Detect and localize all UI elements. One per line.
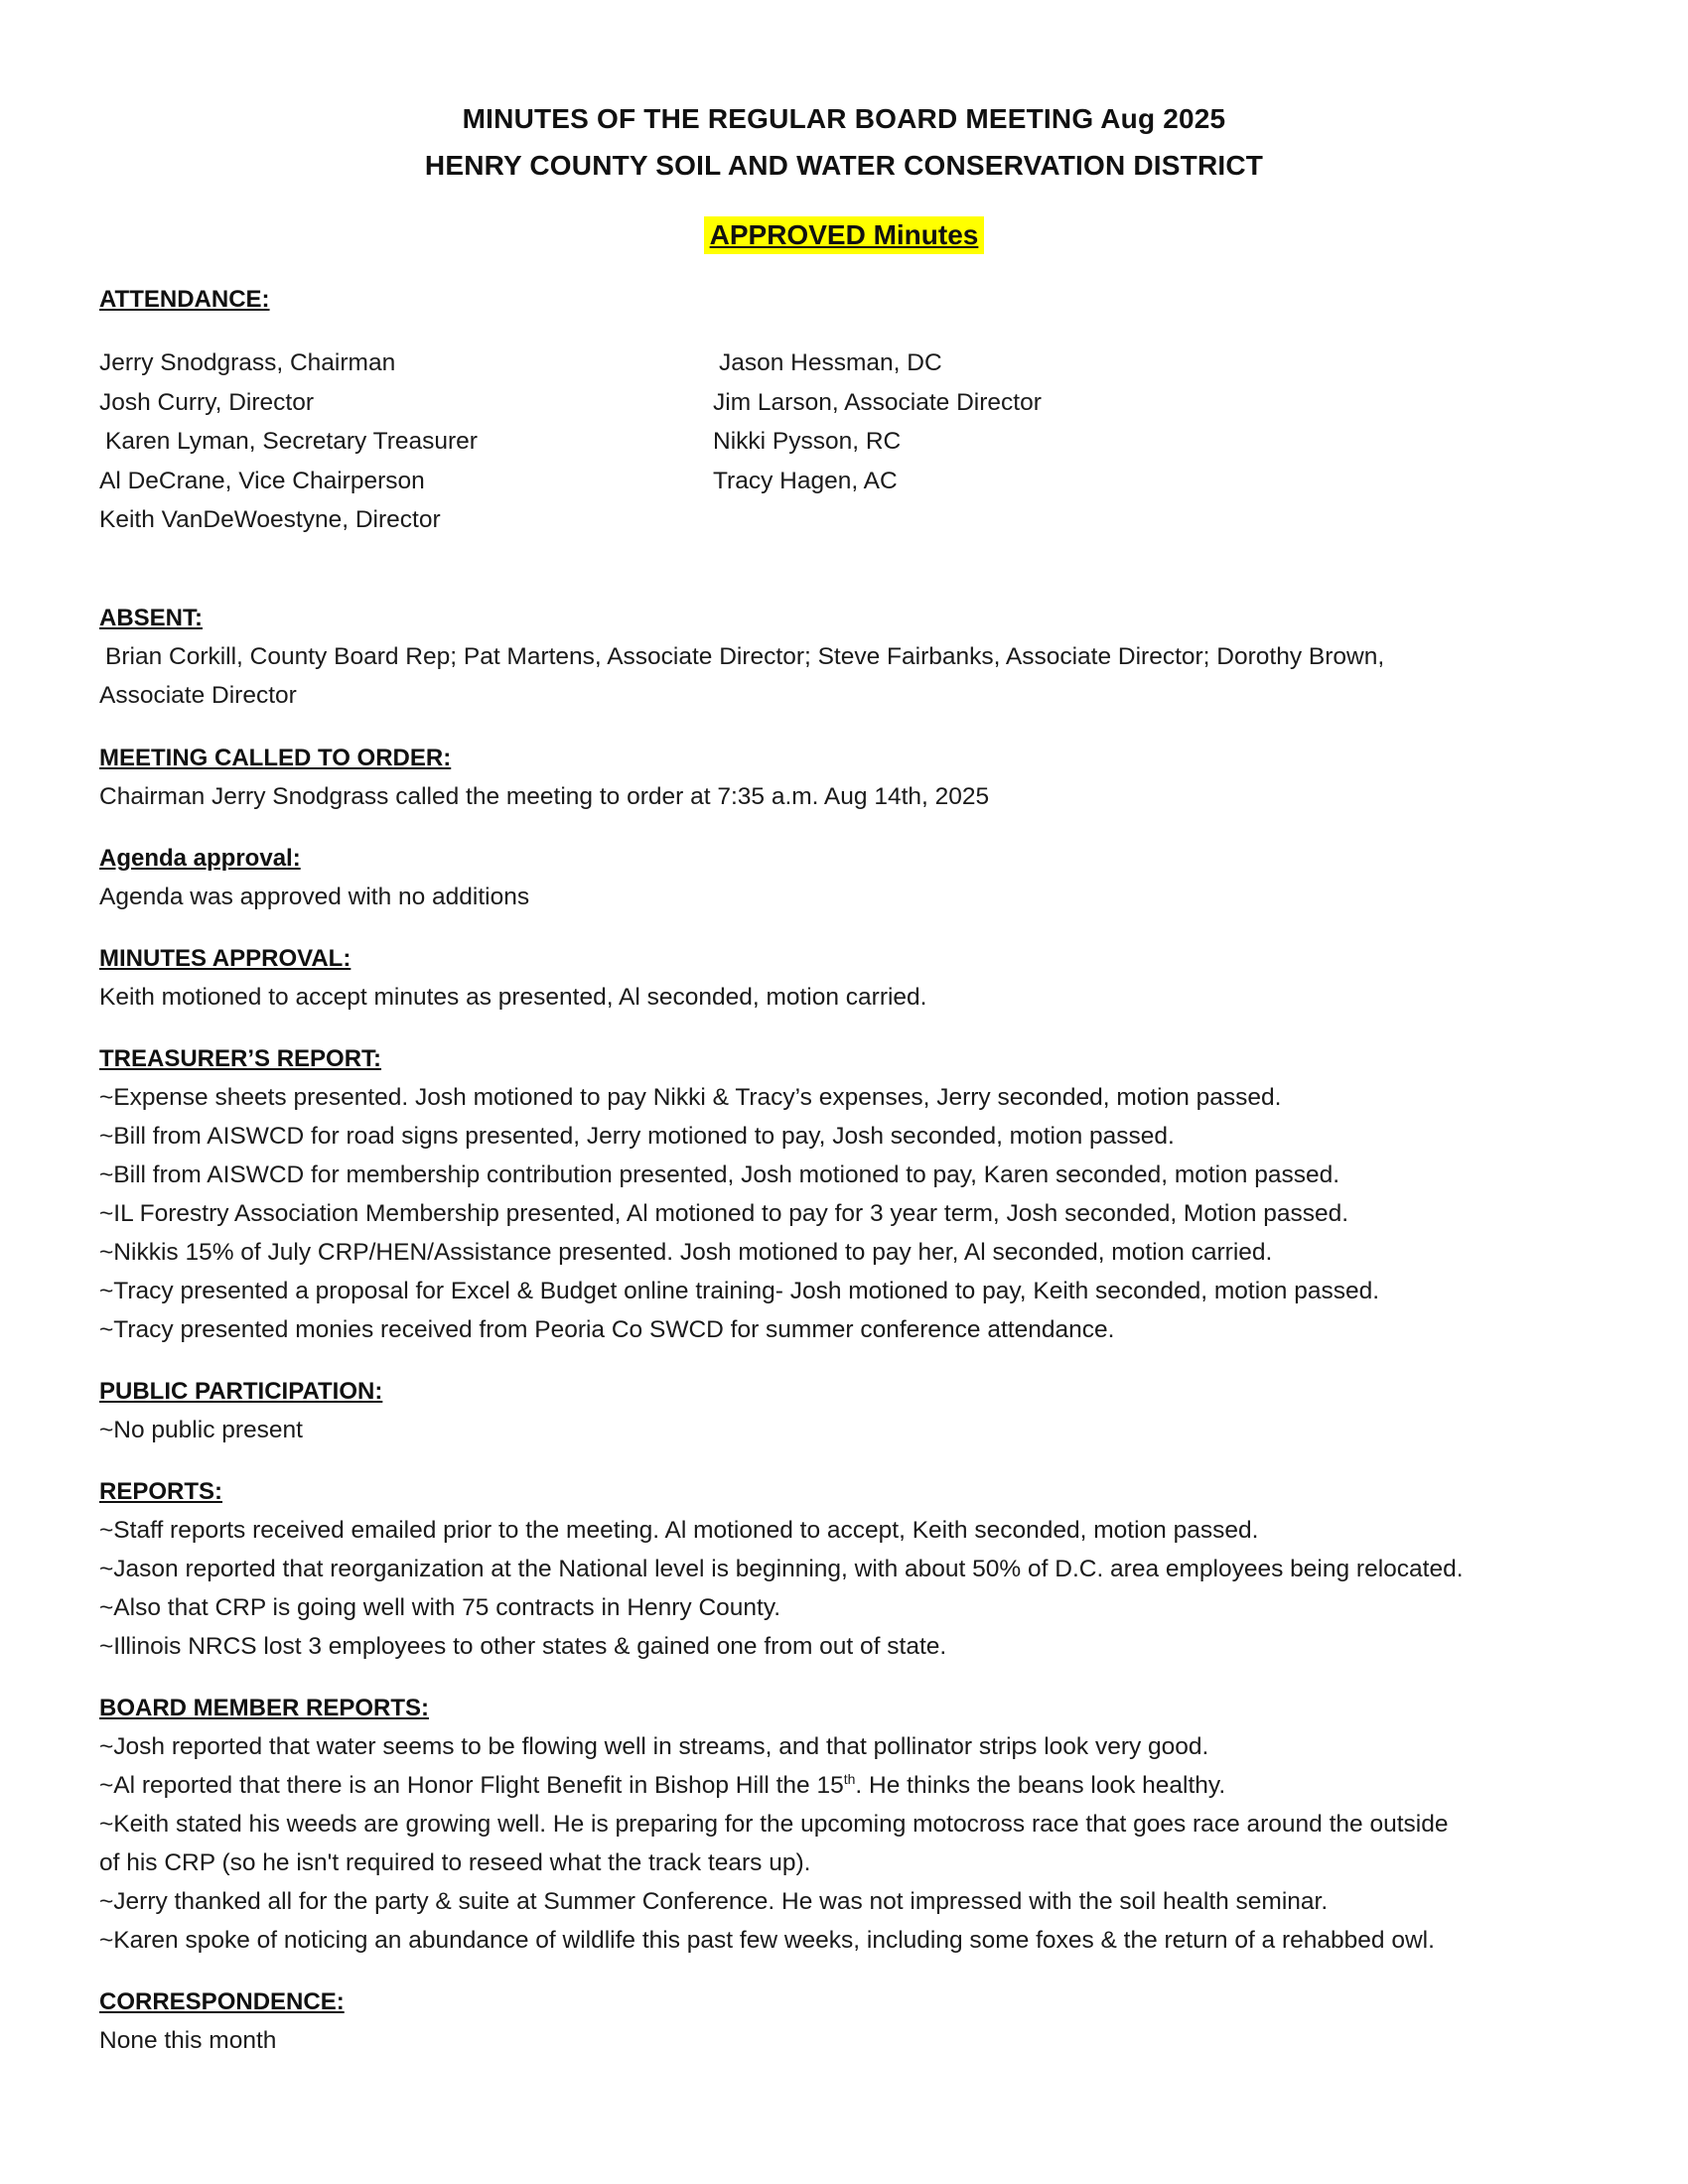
attendee: Karen Lyman, Secretary Treasurer: [105, 428, 478, 455]
absent-text-continued: Associate Director: [99, 682, 297, 709]
board-report-item: ~Josh reported that water seems to be flowing well in streams, and that pollinator strips look very good.: [99, 1733, 1209, 1760]
attendance-right-column: [713, 343, 1042, 500]
public-participation-heading: PUBLIC PARTICIPATION:: [99, 1378, 383, 1405]
agenda-text: Agenda was approved with no additions: [99, 884, 530, 910]
approved-label: APPROVED Minutes: [704, 216, 985, 254]
attendee: Jason Hessman, DC: [719, 349, 942, 376]
minutes-approval-text: Keith motioned to accept minutes as presented, Al seconded, motion carried.: [99, 984, 927, 1011]
report-item: ~Also that CRP is going well with 75 contracts in Henry County.: [99, 1594, 781, 1621]
board-reports-heading: BOARD MEMBER REPORTS:: [99, 1695, 430, 1721]
absent-heading: ABSENT:: [99, 605, 204, 631]
attendee: Jim Larson, Associate Director: [713, 388, 1042, 416]
report-item: ~Jason reported that reorganization at the National level is beginning, with about 50% of D.C. area employees being relocated.: [99, 1556, 1464, 1582]
minutes-approval-heading: MINUTES APPROVAL:: [99, 945, 352, 972]
treasurer-heading: TREASURER’S REPORT:: [99, 1045, 382, 1072]
treasurer-item: ~IL Forestry Association Membership presented, Al motioned to pay for 3 year term, Josh seconded, Motion passed.: [99, 1200, 1349, 1227]
absent-text: Brian Corkill, County Board Rep; Pat Martens, Associate Director; Steve Fairbanks, Associate Director; Dorothy Brown,: [105, 643, 1385, 670]
attendee: Tracy Hagen, AC: [713, 467, 898, 494]
report-item: ~Illinois NRCS lost 3 employees to other states & gained one from out of state.: [99, 1633, 947, 1660]
board-report-item: ~Jerry thanked all for the party & suite at Summer Conference. He was not impressed with the soil health seminar.: [99, 1888, 1329, 1915]
approved-banner: [0, 216, 1688, 254]
called-to-order-text: Chairman Jerry Snodgrass called the meeting to order at 7:35 a.m. Aug 14th, 2025: [99, 783, 990, 810]
board-report-item: ~Keith stated his weeds are growing well. He is preparing for the upcoming motocross race that goes race around the outside: [99, 1811, 1449, 1838]
board-report-item: ~Karen spoke of noticing an abundance of wildlife this past few weeks, including some foxes & the return of a rehabbed owl.: [99, 1927, 1435, 1954]
treasurer-item: ~Tracy presented monies received from Peoria Co SWCD for summer conference attendance.: [99, 1316, 1115, 1343]
board-report-item: [99, 1772, 1225, 1800]
ordinal-suffix: th: [843, 1770, 856, 1787]
treasurer-item: ~Bill from AISWCD for membership contribution presented, Josh motioned to pay, Karen seconded, motion passed.: [99, 1161, 1339, 1188]
treasurer-item: ~Expense sheets presented. Josh motioned to pay Nikki & Tracy’s expenses, Jerry seconded, motion passed.: [99, 1084, 1282, 1111]
agenda-heading: Agenda approval:: [99, 845, 301, 872]
treasurer-item: ~Nikkis 15% of July CRP/HEN/Assistance presented. Josh motioned to pay her, Al seconded, motion carried.: [99, 1239, 1273, 1266]
board-report-text: ~Al reported that there is an Honor Flight Benefit in Bishop Hill the 15: [99, 1772, 844, 1799]
attendee: Al DeCrane, Vice Chairperson: [99, 467, 425, 494]
public-participation-text: ~No public present: [99, 1417, 303, 1443]
treasurer-item: ~Bill from AISWCD for road signs presented, Jerry motioned to pay, Josh seconded, motion passed.: [99, 1123, 1175, 1150]
correspondence-text: None this month: [99, 2027, 277, 2054]
attendance-left-column: [99, 343, 478, 540]
attendee: Jerry Snodgrass, Chairman: [99, 349, 396, 376]
treasurer-item: ~Tracy presented a proposal for Excel & Budget online training- Josh motioned to pay, Keith seconded, motion passed.: [99, 1278, 1380, 1304]
attendee: Nikki Pysson, RC: [713, 428, 902, 455]
attendee: Keith VanDeWoestyne, Director: [99, 506, 441, 533]
document-title: MINUTES OF THE REGULAR BOARD MEETING Aug 2025: [462, 103, 1226, 134]
attendee: Josh Curry, Director: [99, 388, 315, 416]
called-to-order-heading: MEETING CALLED TO ORDER:: [99, 745, 452, 771]
correspondence-heading: CORRESPONDENCE:: [99, 1988, 345, 2015]
organization-title: HENRY COUNTY SOIL AND WATER CONSERVATION DISTRICT: [424, 150, 1264, 181]
board-report-text: . He thinks the beans look healthy.: [855, 1772, 1226, 1799]
report-item: ~Staff reports received emailed prior to the meeting. Al motioned to accept, Keith seconded, motion passed.: [99, 1517, 1259, 1544]
reports-heading: REPORTS:: [99, 1478, 223, 1505]
attendance-heading: ATTENDANCE:: [99, 286, 270, 313]
board-report-item-continued: of his CRP (so he isn't required to reseed what the track tears up).: [99, 1849, 811, 1876]
